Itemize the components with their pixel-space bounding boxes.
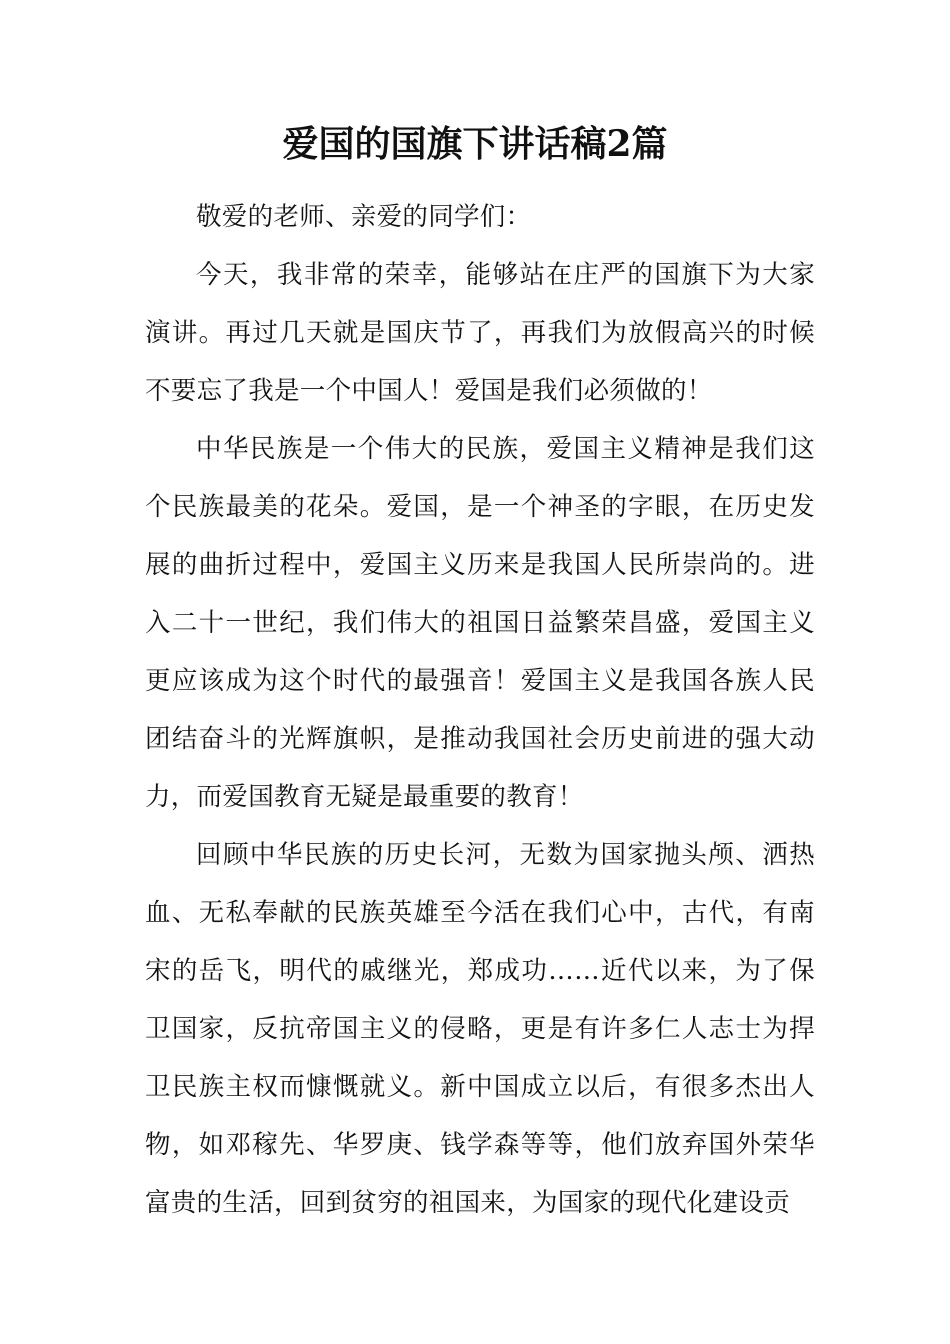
document-body <box>145 188 815 1232</box>
paragraph-2: 中华民族是一个伟大的民族，爱国主义精神是我们这个民族最美的花朵。爱国，是一个神圣的字眼，在历史发展的曲折过程中，爱国主义历来是我国人民所崇尚的。进入二十一世纪，我们伟大的祖国日益繁荣昌盛，爱国主义更应该成为这个时代的最强音！爱国主义是我国各族人民团结奋斗的光辉旗帜，是推动我国社会历史前进的强大动力，而爱国教育无疑是最重要的教育！ <box>145 434 815 812</box>
document-title: 爱国的国旗下讲话稿2篇 <box>282 123 668 165</box>
paragraph-1: 今天，我非常的荣幸，能够站在庄严的国旗下为大家演讲。再过几天就是国庆节了，再我们为放假高兴的时候不要忘了我是一个中国人！爱国是我们必须做的！ <box>145 260 815 406</box>
paragraph-salutation: 敬爱的老师、亲爱的同学们： <box>196 202 532 232</box>
paragraph-3: 回顾中华民族的历史长河，无数为国家抛头颅、洒热血、无私奉献的民族英雄至今活在我们心中，古代，有南宋的岳飞，明代的戚继光，郑成功……近代以来，为了保卫国家，反抗帝国主义的侵略，更是有许多仁人志士为捍卫民族主权而慷慨就义。新中国成立以后，有很多杰出人物，如邓稼先、华罗庚、钱学森等等，他们放弃国外荣华富贵的生活，回到贫穷的祖国来，为国家的现代化建设贡 <box>145 840 815 1218</box>
